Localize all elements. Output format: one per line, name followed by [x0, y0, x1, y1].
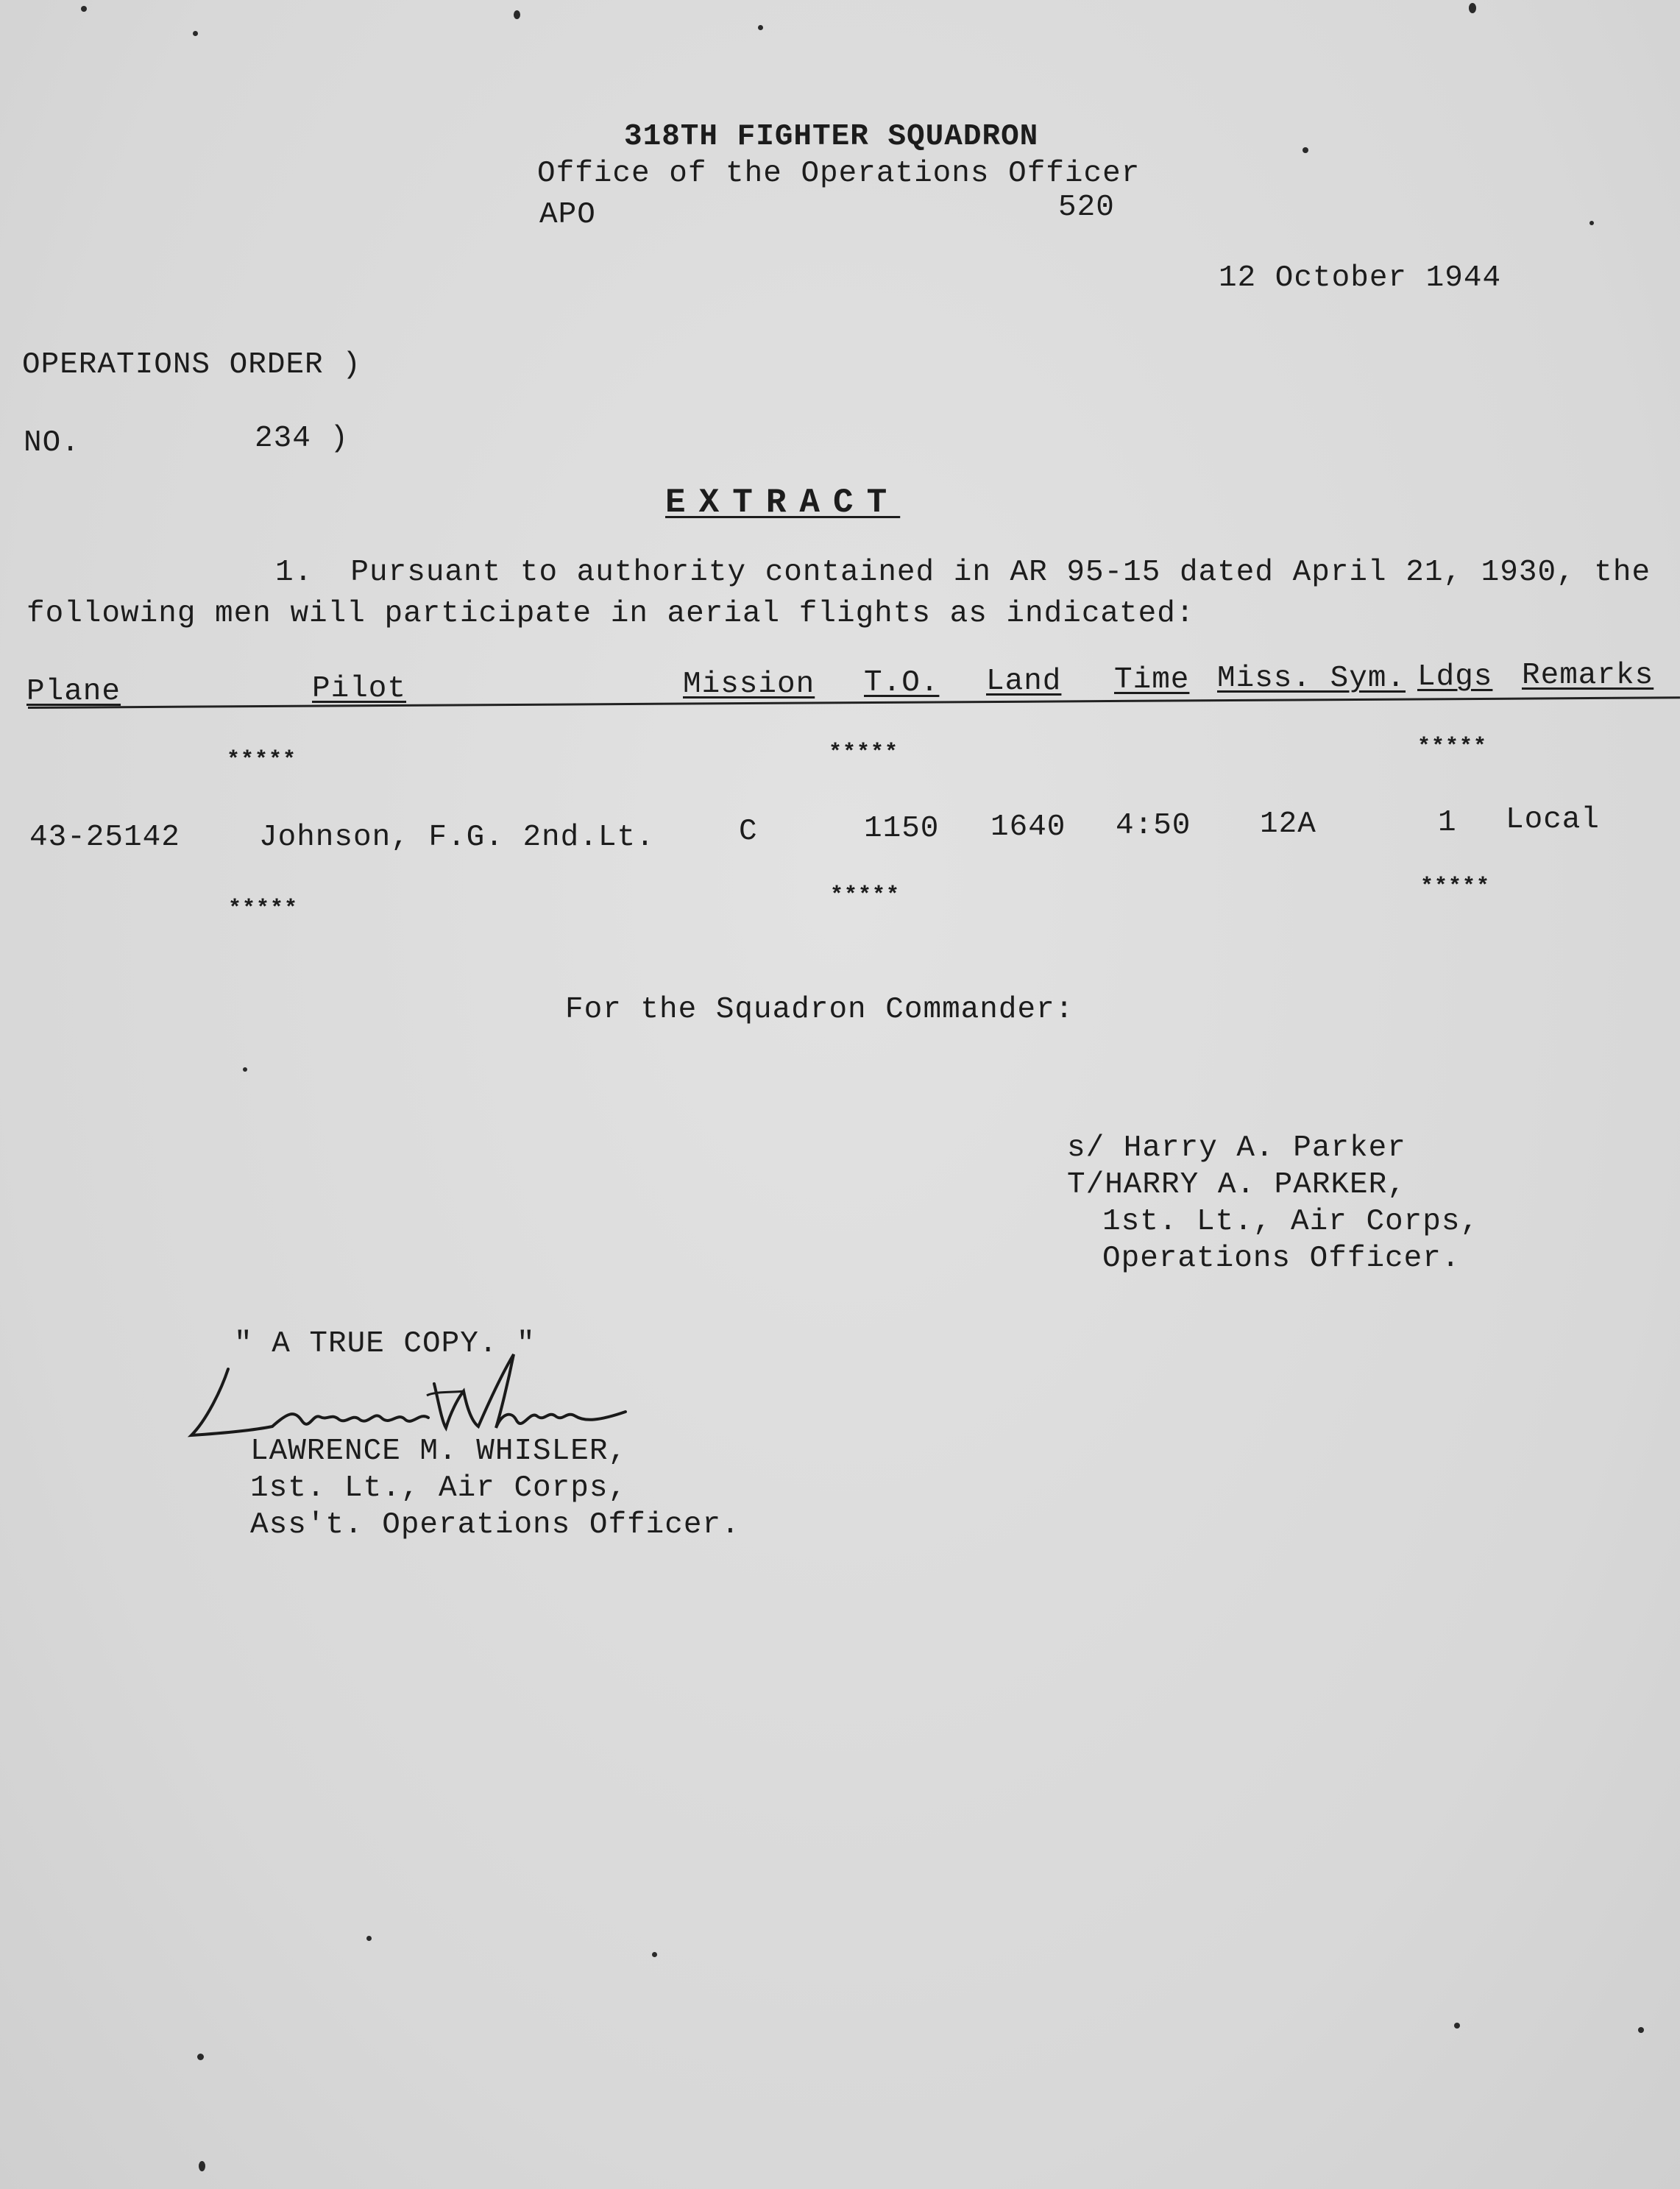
cell-land: 1640 — [990, 810, 1066, 844]
col-header-pilot: Pilot — [312, 672, 407, 706]
signature-line-2: T/HARRY A. PARKER, — [1067, 1168, 1406, 1202]
order-number-value: 234 ) — [255, 422, 350, 456]
col-header-remarks: Remarks — [1522, 659, 1654, 693]
speck — [81, 6, 87, 12]
separator: ***** — [1417, 735, 1488, 760]
speck — [243, 1067, 247, 1072]
cell-miss-sym: 12A — [1260, 807, 1316, 841]
true-copy-label: " A TRUE COPY. " — [234, 1327, 536, 1361]
speck — [1302, 147, 1308, 153]
true-copy-title: Ass't. Operations Officer. — [250, 1508, 740, 1542]
speck — [193, 31, 198, 36]
signature-line-1: s/ Harry A. Parker — [1067, 1131, 1406, 1165]
separator: ***** — [830, 883, 901, 908]
true-copy-name: LAWRENCE M. WHISLER, — [250, 1435, 628, 1468]
document-title: EXTRACT — [665, 484, 901, 522]
paragraph-line-1: 1. Pursuant to authority contained in AR 95-15 dated April 21, 1930, the — [275, 556, 1651, 590]
order-number-label: NO. — [24, 426, 80, 460]
col-header-to: T.O. — [864, 666, 940, 700]
col-header-miss-sym: Miss. Sym. — [1217, 662, 1406, 696]
col-header-mission: Mission — [683, 668, 815, 701]
apo-number: 520 — [1058, 191, 1115, 224]
handwritten-signature — [184, 1340, 655, 1450]
col-header-plane: Plane — [26, 675, 121, 709]
cell-remarks: Local — [1506, 803, 1601, 837]
cell-ldgs: 1 — [1438, 806, 1457, 840]
cell-time: 4:50 — [1116, 809, 1191, 843]
separator: ***** — [829, 740, 899, 765]
signature-line-4: Operations Officer. — [1102, 1242, 1461, 1276]
office-heading: Office of the Operations Officer — [537, 157, 1141, 191]
col-header-land: Land — [986, 665, 1062, 699]
true-copy-rank: 1st. Lt., Air Corps, — [250, 1471, 628, 1505]
col-header-ldgs: Ldgs — [1417, 660, 1493, 694]
speck — [1469, 3, 1476, 13]
speck — [1454, 2023, 1460, 2029]
separator: ***** — [1420, 874, 1491, 899]
unit-heading: 318TH FIGHTER SQUADRON — [624, 120, 1039, 154]
speck — [514, 10, 520, 19]
separator: ***** — [227, 748, 297, 773]
cell-pilot: Johnson, F.G. 2nd.Lt. — [259, 821, 655, 855]
speck — [197, 2054, 204, 2060]
operations-order-label: OPERATIONS ORDER ) — [22, 348, 361, 382]
speck — [1638, 2027, 1644, 2033]
apo-label: APO — [539, 198, 596, 232]
speck — [652, 1952, 657, 1957]
paragraph-line-2: following men will participate in aerial flights as indicated: — [26, 597, 1195, 631]
cell-mission: C — [739, 815, 758, 849]
speck — [758, 25, 763, 30]
header-rule — [28, 696, 1680, 709]
cell-to: 1150 — [864, 812, 940, 846]
separator: ***** — [228, 897, 299, 922]
order-date: 12 October 1944 — [1219, 261, 1502, 295]
closing-line: For the Squadron Commander: — [565, 993, 1074, 1027]
speck — [366, 1936, 372, 1941]
signature-line-3: 1st. Lt., Air Corps, — [1102, 1205, 1480, 1239]
speck — [1589, 221, 1594, 225]
speck — [199, 2161, 205, 2171]
cell-plane: 43-25142 — [29, 821, 180, 855]
col-header-time: Time — [1114, 663, 1190, 697]
